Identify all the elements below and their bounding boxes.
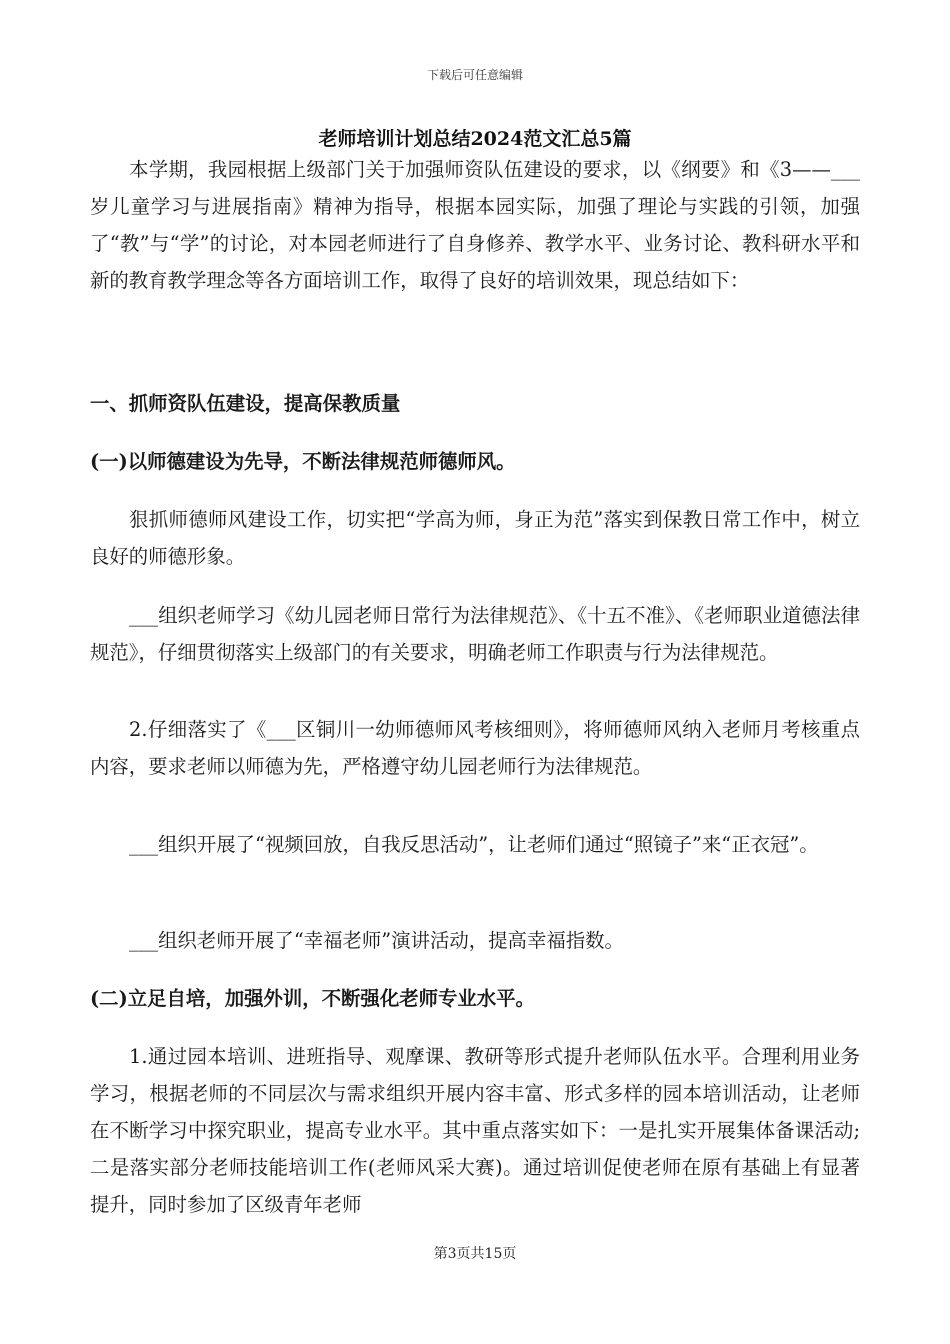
paragraph-item-3: ___组织开展了“视频回放，自我反思活动”，让老师们通过“照镜子”来“正衣冠”。 [129, 833, 819, 856]
subsection-heading-1: (一)以师德建设为先导，不断法律规范师德师风。 [90, 450, 516, 473]
page-footer: 第3页共15页 [433, 1246, 517, 1262]
paragraph-item-4: ___组织老师开展了“幸福老师”演讲活动，提高幸福指数。 [129, 929, 624, 952]
paragraph-training: 1.通过园本培训、进班指导、观摩课、教研等形式提升老师队伍水平。合理利用业务学习，根据老师的不同层次与需求组织开展内容丰富、形式多样的园本培训活动，让老师在不断学习中探究职业，提高专业水平。其中重点落实如下：一是扎实开展集体备课活动;二是落实部分老师技能培训工作(老师风采大赛)。通过培训促使老师在原有基础上有显著提升，同时参加了区级青年老师 [90, 1045, 860, 1216]
document-title: 老师培训计划总结2024范文汇总5篇 [318, 128, 632, 150]
subsection-heading-2: (二)立足自培，加强外训，不断强化老师专业水平。 [90, 987, 535, 1010]
paragraph-ethics: 狠抓师德师风建设工作，切实把“学高为师，身正为范”落实到保教日常工作中，树立良好的师德形象。 [90, 508, 860, 568]
section-heading-1: 一、抓师资队伍建设，提高保教质量 [90, 392, 401, 415]
paragraph-item-2: 2.仔细落实了《___区铜川一幼师德师风考核细则》，将师德师风纳入老师月考核重点内容，要求老师以师德为先，严格遵守幼儿园老师行为法律规范。 [90, 718, 860, 778]
paragraph-item-1: ___组织老师学习《幼儿园老师日常行为法律规范》、《十五不准》、《老师职业道德法律规范》，仔细贯彻落实上级部门的有关要求，明确老师工作职责与行为法律规范。 [90, 604, 860, 664]
intro-paragraph: 本学期，我园根据上级部门关于加强师资队伍建设的要求，以《纲要》和《3——___岁儿童学习与进展指南》精神为指导，根据本园实际，加强了理论与实践的引领，加强了“教”与“学”的讨论，对本园老师进行了自身修养、教学水平、业务讨论、教科研水平和新的教育教学理念等各方面培训工作，取得了良好的培训效果，现总结如下： [90, 158, 860, 292]
header-note: 下载后可任意编辑 [426, 68, 523, 82]
